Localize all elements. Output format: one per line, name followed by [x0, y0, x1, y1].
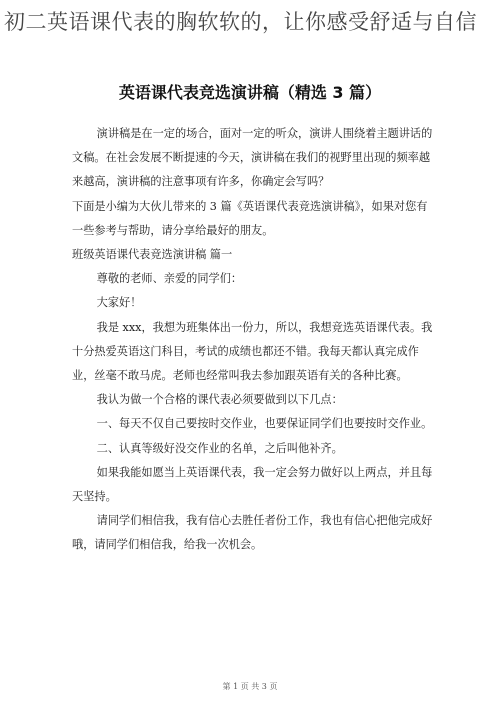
greeting: 大家好！: [96, 296, 142, 310]
page-number: 第 1 页 共 3 页: [222, 682, 278, 691]
list-item: 一、每天不仅自己要按时交作业，也要保证同学们也要按时交作业。: [96, 417, 433, 431]
intro-paragraph: 下面是小编为大伙儿带来的 3 篇《英语课代表竞选演讲稿》，如果对您有一些参考与帮助，请分享给最好的朋友。: [72, 199, 428, 237]
header-caption: 初二英语课代表的胸软软的，让你感受舒适与自信: [4, 10, 477, 34]
intro-paragraph: 演讲稿是在一定的场合，面对一定的听众，演讲人围绕着主题讲话的文稿。在社会发展不断提速的今天，演讲稿在我们的视野里出现的频率越来越高，演讲稿的注意事项有许多，你确定会写吗？: [72, 127, 433, 189]
document-body: [72, 122, 434, 558]
body-paragraph: 我是 xxx，我想为班集体出一份力，所以，我想竞选英语课代表。我十分热爱英语这门科目，考试的成绩也都还不错。我每天都认真完成作业，丝毫不敢马虎。老师也经常叫我去参加跟英语有关的各种比赛。: [72, 320, 433, 383]
body-paragraph: 请同学们相信我，我有信心去胜任者份工作，我也有信心把他完成好哦，请同学们相信我，给我一次机会。: [72, 514, 433, 552]
salutation: 尊敬的老师、亲爱的同学们：: [96, 272, 243, 286]
list-item: 二、认真等级好没交作业的名单，之后叫他补齐。: [96, 441, 343, 455]
document-title: 英语课代表竞选演讲稿（精选 3 篇）: [118, 83, 382, 102]
section-heading: 班级英语课代表竞选演讲稿 篇一: [72, 248, 233, 262]
body-paragraph: 我认为做一个合格的课代表必须要做到以下几点：: [96, 393, 343, 407]
body-paragraph: 如果我能如愿当上英语课代表，我一定会努力做好以上两点，并且每天坚持。: [72, 465, 433, 504]
